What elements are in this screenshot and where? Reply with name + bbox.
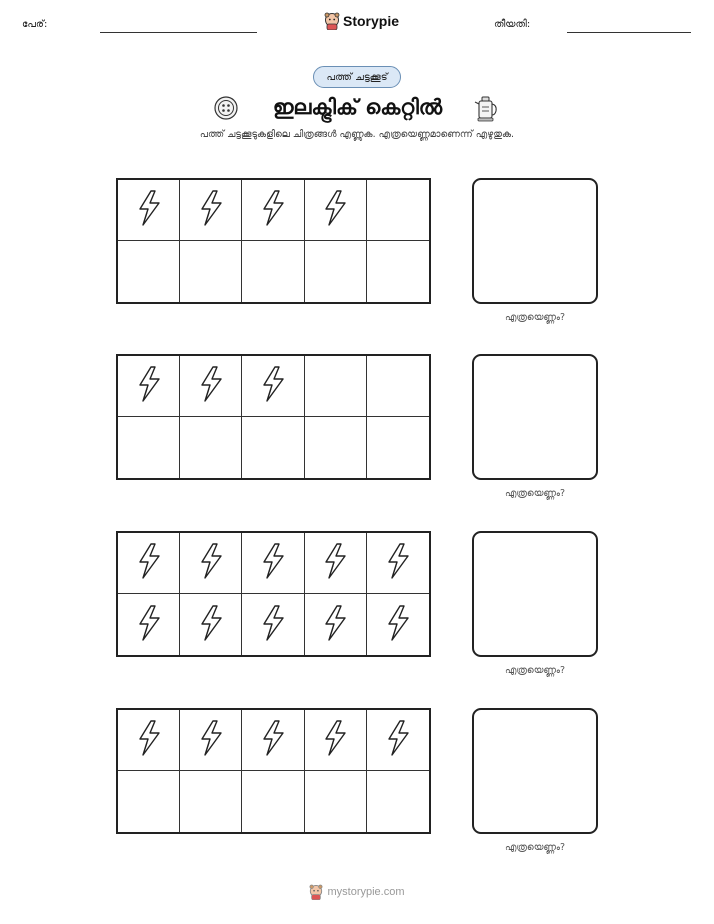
lightning-bolt-icon (134, 365, 164, 407)
ten-frame-cell (118, 594, 180, 655)
ten-frame-cell (305, 180, 367, 241)
ten-frame-cell (118, 533, 180, 594)
ten-frame-cell (305, 241, 367, 302)
lightning-bolt-icon (320, 189, 350, 231)
ten-frame-cell (367, 533, 429, 594)
ten-frame-cell (180, 594, 242, 655)
ten-frame-cell (180, 241, 242, 302)
ten-frame-cell (242, 710, 304, 771)
ten-frame-cell (242, 241, 304, 302)
ten-frame (116, 531, 431, 657)
ten-frame-cell (242, 594, 304, 655)
ten-frame-cell (242, 180, 304, 241)
name-line[interactable] (100, 32, 257, 33)
ten-frame (116, 178, 431, 304)
lightning-bolt-icon (134, 604, 164, 646)
ten-frame-cell (180, 417, 242, 478)
brand-name: Storypie (343, 13, 400, 29)
ten-frame-cell (367, 241, 429, 302)
lightning-bolt-icon (258, 365, 288, 407)
lightning-bolt-icon (258, 189, 288, 231)
lightning-bolt-icon (320, 542, 350, 584)
lightning-bolt-icon (320, 604, 350, 646)
button-icon (213, 95, 239, 121)
ten-frame (116, 354, 431, 480)
ten-frame-cell (242, 533, 304, 594)
how-many-label: എത്രയെണ്ണം? (504, 665, 566, 676)
date-label: തീയതി: (494, 19, 531, 30)
lightning-bolt-icon (196, 719, 226, 761)
answer-box[interactable] (472, 178, 598, 304)
ten-frame-cell (242, 356, 304, 417)
ten-frame-cell (305, 710, 367, 771)
how-many-label: എത്രയെണ്ണം? (504, 488, 566, 499)
answer-box[interactable] (472, 531, 598, 657)
lightning-bolt-icon (196, 542, 226, 584)
lightning-bolt-icon (258, 604, 288, 646)
ten-frame-cell (242, 417, 304, 478)
ten-frame-cell (367, 710, 429, 771)
ten-frame-cell (180, 710, 242, 771)
kettle-icon (473, 93, 499, 123)
ten-frame-cell (118, 417, 180, 478)
answer-box[interactable] (472, 354, 598, 480)
ten-frame-cell (305, 356, 367, 417)
brand-logo (324, 12, 399, 30)
mascot-icon (309, 884, 323, 900)
worksheet-type-badge: പത്ത് ചട്ടക്കൂട് (313, 66, 401, 88)
ten-frame-cell (118, 241, 180, 302)
ten-frame-cell (180, 771, 242, 832)
date-line[interactable] (567, 32, 691, 33)
name-label: പേര്: (22, 19, 48, 30)
lightning-bolt-icon (134, 189, 164, 231)
page-title: ഇലക്ട്രിക് കെറ്റിൽ (272, 95, 443, 119)
footer-url: mystorypie.com (327, 886, 405, 898)
ten-frame-cell (367, 356, 429, 417)
lightning-bolt-icon (134, 719, 164, 761)
lightning-bolt-icon (258, 542, 288, 584)
ten-frame-cell (367, 180, 429, 241)
title-row (0, 92, 714, 124)
ten-frame-cell (118, 180, 180, 241)
mascot-icon (324, 12, 340, 30)
footer (0, 884, 714, 900)
ten-frame-cell (180, 533, 242, 594)
ten-frame-cell (118, 771, 180, 832)
ten-frame-cell (367, 417, 429, 478)
lightning-bolt-icon (383, 542, 413, 584)
lightning-bolt-icon (320, 719, 350, 761)
ten-frame (116, 708, 431, 834)
ten-frame-cell (118, 356, 180, 417)
lightning-bolt-icon (383, 604, 413, 646)
lightning-bolt-icon (196, 365, 226, 407)
ten-frame-cell (242, 771, 304, 832)
ten-frame-cell (305, 533, 367, 594)
ten-frame-cell (305, 771, 367, 832)
ten-frame-cell (180, 180, 242, 241)
lightning-bolt-icon (258, 719, 288, 761)
ten-frame-cell (180, 356, 242, 417)
ten-frame-cell (367, 594, 429, 655)
lightning-bolt-icon (196, 604, 226, 646)
instructions: പത്ത് ചട്ടക്കൂടുകളിലെ ചിത്രങ്ങൾ എണ്ണുക. എത്രയെണ്ണമാണെന്ന് എഴുതുക. (199, 129, 515, 140)
how-many-label: എത്രയെണ്ണം? (504, 312, 566, 323)
how-many-label: എത്രയെണ്ണം? (504, 842, 566, 853)
lightning-bolt-icon (134, 542, 164, 584)
lightning-bolt-icon (196, 189, 226, 231)
ten-frame-cell (367, 771, 429, 832)
lightning-bolt-icon (383, 719, 413, 761)
ten-frame-cell (305, 594, 367, 655)
answer-box[interactable] (472, 708, 598, 834)
ten-frame-cell (305, 417, 367, 478)
ten-frame-cell (118, 710, 180, 771)
